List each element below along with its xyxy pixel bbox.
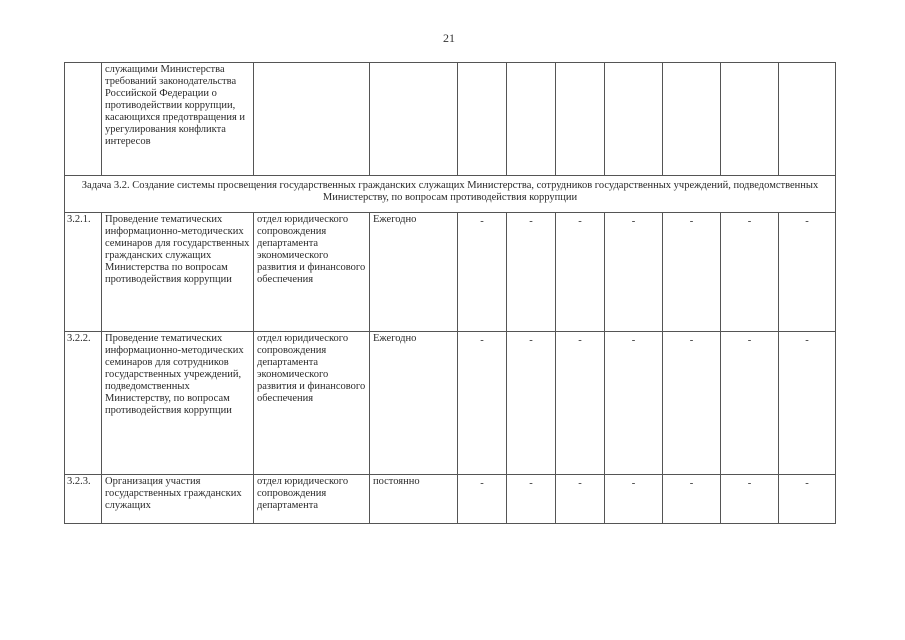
measure-cell: Проведение тематических информационно-методических семинаров для государственных гражданских служащих Министерства по вопросам противодействия коррупции xyxy=(102,213,254,332)
period-cell: Ежегодно xyxy=(370,332,458,475)
task-header-row xyxy=(65,176,836,213)
value-cell: - xyxy=(458,213,507,332)
value-cell xyxy=(507,63,556,176)
row-number: 3.2.3. xyxy=(65,475,102,524)
row-number: 3.2.1. xyxy=(65,213,102,332)
table-row xyxy=(65,475,836,524)
value-cell: - xyxy=(556,332,605,475)
table-row xyxy=(65,213,836,332)
period-cell: постоянно xyxy=(370,475,458,524)
value-cell: - xyxy=(779,332,836,475)
value-cell xyxy=(605,63,663,176)
value-cell: - xyxy=(507,475,556,524)
page-number: 21 xyxy=(443,31,455,45)
period-cell: Ежегодно xyxy=(370,213,458,332)
measure-cell: Организация участия государственных гражданских служащих xyxy=(102,475,254,524)
value-cell xyxy=(556,63,605,176)
value-cell: - xyxy=(458,475,507,524)
executor-cell xyxy=(254,63,370,176)
value-cell: - xyxy=(721,213,779,332)
value-cell: - xyxy=(605,475,663,524)
value-cell: - xyxy=(779,475,836,524)
value-cell: - xyxy=(507,213,556,332)
row-number: 3.2.2. xyxy=(65,332,102,475)
value-cell: - xyxy=(507,332,556,475)
value-cell xyxy=(458,63,507,176)
value-cell: - xyxy=(663,213,721,332)
executor-cell: отдел юридического сопровождения департамента xyxy=(254,475,370,524)
value-cell xyxy=(721,63,779,176)
value-cell: - xyxy=(605,213,663,332)
value-cell: - xyxy=(556,475,605,524)
num-cell xyxy=(65,63,102,176)
task-title: Задача 3.2. Создание системы просвещения государственных гражданских служащих Министерства, сотрудников государственных учреждений, подведомственных Министерству, по вопросам противодействия коррупции xyxy=(65,176,836,213)
value-cell: - xyxy=(779,213,836,332)
period-cell xyxy=(370,63,458,176)
value-cell: - xyxy=(605,332,663,475)
value-cell: - xyxy=(458,332,507,475)
table-row xyxy=(65,332,836,475)
value-cell xyxy=(779,63,836,176)
value-cell: - xyxy=(556,213,605,332)
measures-table xyxy=(64,62,836,524)
value-cell xyxy=(663,63,721,176)
executor-cell: отдел юридического сопровождения департамента экономического развития и финансового обеспечения xyxy=(254,213,370,332)
value-cell: - xyxy=(663,475,721,524)
measure-cell: Проведение тематических информационно-методических семинаров для сотрудников государственных учреждений, подведомственных Министерству, по вопросам противодействия коррупции xyxy=(102,332,254,475)
executor-cell: отдел юридического сопровождения департамента экономического развития и финансового обеспечения xyxy=(254,332,370,475)
value-cell: - xyxy=(721,475,779,524)
value-cell: - xyxy=(663,332,721,475)
continuation-row xyxy=(65,63,836,176)
measure-cell: служащими Министерства требований законодательства Российской Федерации о противодействии коррупции, касающихся предотвращения и урегулирования конфликта интересов xyxy=(102,63,254,176)
value-cell: - xyxy=(721,332,779,475)
